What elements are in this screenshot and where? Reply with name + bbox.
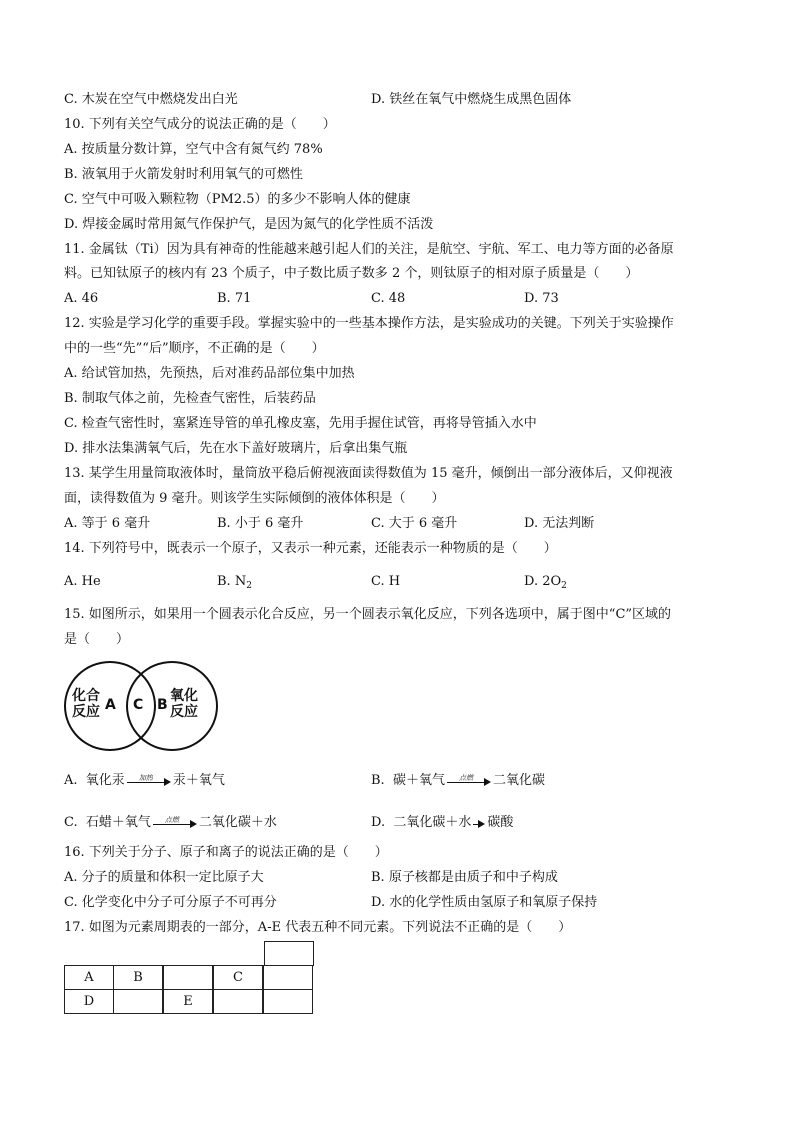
q12-option-a: A. 给试管加热，先预热，后对准药品部位集中加热 [64, 366, 355, 381]
q12-stem-line1: 12. 实验是学习化学的重要手段。掌握实验中的一些基本操作方法，是实验成功的关键。下列关于实验操作 [64, 316, 674, 331]
table-cell-c: C [213, 965, 263, 990]
periodic-table-fragment [64, 941, 314, 1016]
table-cell [264, 941, 314, 966]
venn-diagram [64, 661, 220, 751]
q9-option-c: C. 木炭在空气中燃烧发出白光 [64, 92, 238, 107]
q11-stem-line1: 11. 金属钛（Ti）因为具有神奇的性能越来越引起人们的关注，是航空、宇航、军工、电力等方面的必备原 [64, 242, 674, 257]
reaction-arrow-icon [473, 817, 485, 829]
q13-option-a: A. 等于 6 毫升 [64, 516, 151, 531]
q15-option-a: A. 氧化汞 加热 汞＋氧气 [64, 773, 225, 788]
q16-option-c: C. 化学变化中分子可分原子不可再分 [64, 895, 277, 910]
venn-right-label: 氧化 反应 [170, 688, 198, 720]
q11-option-c: C. 48 [371, 291, 406, 306]
q14-option-c: C. H [371, 574, 401, 589]
q16-option-b: B. 原子核都是由质子和中子构成 [371, 870, 558, 885]
q12-stem-line2: 中的一些“先”“后”顺序，不正确的是（ ） [64, 341, 325, 356]
table-cell [263, 965, 313, 990]
q12-option-c: C. 检查气密性时，塞紧连导管的单孔橡皮塞，先用手握住试管，再将导管插入水中 [64, 416, 537, 431]
q11-option-a: A. 46 [64, 291, 99, 306]
q16-option-d: D. 水的化学性质由氢原子和氧原子保持 [371, 895, 598, 910]
q12-option-d: D. 排水法集满氧气后，先在水下盖好玻璃片，后拿出集气瓶 [64, 441, 408, 456]
q14-option-b-subscript: 2 [246, 581, 252, 591]
q12-option-b: B. 制取气体之前，先检查气密性，后装药品 [64, 391, 316, 406]
venn-region-a: A [105, 697, 116, 713]
q10-stem: 10. 下列有关空气成分的说法正确的是（ ） [64, 117, 336, 132]
q11-option-b: B. 71 [217, 291, 252, 306]
q15-option-c: C. 石蜡＋氧气 点燃 二氧化碳＋水 [64, 815, 277, 830]
q14-option-a: A. He [64, 574, 101, 589]
q14-option-b: B. $N_2$ [217, 574, 252, 591]
q16-option-a: A. 分子的质量和体积一定比原子大 [64, 870, 264, 885]
venn-left-label: 化合 反应 [72, 688, 100, 720]
q13-option-c: C. 大于 6 毫升 [371, 516, 458, 531]
q10-option-a: A. 按质量分数计算，空气中含有氮气约 78% [64, 142, 323, 157]
q14-stem: 14. 下列符号中，既表示一个原子，又表示一种元素，还能表示一种物质的是（ ） [64, 541, 557, 556]
table-cell-a: A [64, 965, 114, 990]
q10-option-d: D. 焊接金属时常用氮气作保护气，是因为氮气的化学性质不活泼 [64, 217, 434, 232]
q17-stem: 17. 如图为元素周期表的一部分，A-E 代表五种不同元素。下列说法不正确的是（ ） [64, 920, 572, 935]
table-cell [263, 989, 313, 1014]
q10-option-b: B. 液氧用于火箭发射时利用氧气的可燃性 [64, 167, 303, 182]
q15-option-d: D. 二氧化碳＋水 碳酸 [371, 815, 514, 830]
q15-stem-line2: 是（ ） [64, 632, 130, 647]
venn-region-c: C [133, 697, 144, 713]
q15-option-b: B. 碳＋氧气 点燃 二氧化碳 [371, 773, 545, 788]
q16-stem: 16. 下列关于分子、原子和离子的说法正确的是（ ） [64, 845, 388, 860]
q14-option-d-subscript: 2 [561, 581, 567, 591]
table-cell [213, 989, 263, 1014]
table-cell-e: E [163, 989, 213, 1014]
table-cell [113, 989, 163, 1014]
q13-stem-line2: 面，读得数值为 9 毫升。则该学生实际倾倒的液体体积是（ ） [64, 491, 445, 506]
q11-option-d: D. 73 [524, 291, 559, 306]
q9-option-d: D. 铁丝在氧气中燃烧生成黑色固体 [371, 92, 572, 107]
reaction-arrow-icon: 加热 [127, 775, 171, 787]
q15-stem-line1: 15. 如图所示，如果用一个圆表示化合反应，另一个圆表示氧化反应，下列各选项中，属于图中“C”区域的 [64, 607, 672, 622]
q14-option-d: D. $2O_2$ [524, 574, 567, 591]
table-cell-b: B [113, 965, 163, 990]
venn-region-b: B [157, 697, 168, 713]
table-cell [163, 965, 213, 990]
q11-stem-line2: 料。已知钛原子的核内有 23 个质子，中子数比质子数多 2 个，则钛原子的相对原子质量是（ ） [64, 266, 639, 281]
q13-option-b: B. 小于 6 毫升 [217, 516, 304, 531]
reaction-arrow-icon: 点燃 [447, 775, 491, 787]
q13-stem-line1: 13. 某学生用量筒取液体时，量筒放平稳后俯视液面读得数值为 15 毫升，倾倒出一部分液体后，又仰视液 [64, 466, 673, 481]
q13-option-d: D. 无法判断 [524, 516, 595, 531]
reaction-arrow-icon: 点燃 [153, 817, 197, 829]
table-cell-d: D [64, 989, 114, 1014]
q10-option-c: C. 空气中可吸入颗粒物（PM2.5）的多少不影响人体的健康 [64, 192, 411, 207]
